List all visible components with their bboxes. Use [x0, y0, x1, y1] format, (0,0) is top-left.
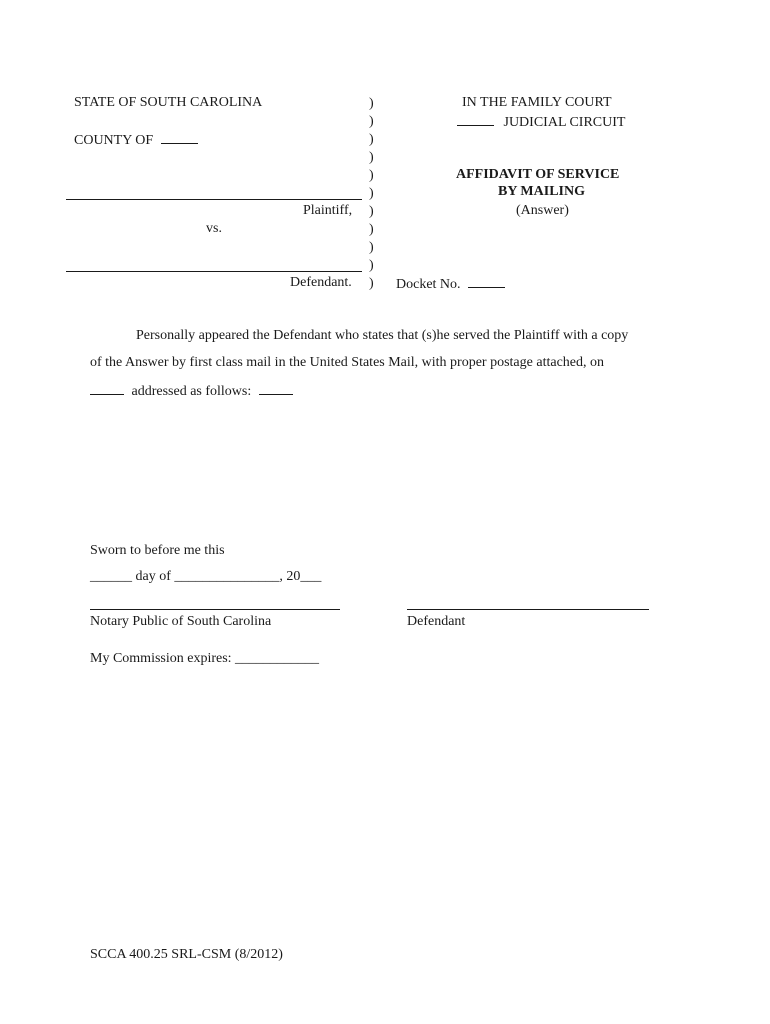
county-field[interactable]: [161, 131, 198, 144]
paren: ): [369, 168, 374, 183]
county-line: [74, 131, 198, 149]
court-heading: IN THE FAMILY COURT: [462, 95, 612, 110]
body-line-1: Personally appeared the Defendant who states that (s)he served the Plaintiff with a copy: [136, 328, 629, 343]
body-line-2: of the Answer by first class mail in the United States Mail, with proper postage attached, on: [90, 355, 604, 370]
plaintiff-label: Plaintiff,: [303, 203, 353, 218]
paren: ): [369, 96, 374, 111]
circuit-field[interactable]: [457, 113, 494, 126]
paren: ): [369, 204, 374, 219]
county-label: COUNTY OF: [74, 133, 154, 148]
mailing-date-field[interactable]: [90, 382, 124, 395]
notary-label: Notary Public of South Carolina: [90, 614, 272, 629]
notary-signature-line[interactable]: [90, 609, 340, 610]
defendant-signature-line[interactable]: [407, 609, 649, 610]
paren: ): [369, 258, 374, 273]
state-heading: STATE OF SOUTH CAROLINA: [74, 95, 263, 110]
defendant-label: Defendant.: [290, 275, 352, 290]
docket-number-field[interactable]: [468, 275, 505, 288]
paren: ): [369, 186, 374, 201]
sworn-statement: Sworn to before me this: [90, 543, 225, 558]
docket-line: [396, 275, 505, 293]
circuit-label: JUDICIAL CIRCUIT: [503, 115, 626, 130]
caption-divider: [369, 95, 379, 293]
sworn-date-line[interactable]: ______ day of _______________, 20___: [90, 569, 322, 584]
document-title-line2: BY MAILING: [498, 184, 585, 199]
addressed-label: addressed as follows:: [131, 384, 252, 399]
paren: ): [369, 150, 374, 165]
form-id: SCCA 400.25 SRL-CSM (8/2012): [90, 947, 283, 962]
docket-label: Docket No.: [396, 277, 461, 292]
document-subtitle: (Answer): [516, 203, 569, 218]
circuit-line: [457, 113, 625, 131]
paren: ): [369, 240, 374, 255]
mailing-address-field[interactable]: [259, 382, 293, 395]
plaintiff-name-field[interactable]: [66, 199, 362, 200]
commission-expires-line[interactable]: My Commission expires: ____________: [90, 651, 320, 666]
paren: ): [369, 276, 374, 291]
paren: ): [369, 114, 374, 129]
document-title-line1: AFFIDAVIT OF SERVICE: [456, 167, 620, 182]
paren: ): [369, 132, 374, 147]
body-line-3: [90, 382, 293, 400]
paren: ): [369, 222, 374, 237]
versus-label: vs.: [206, 221, 222, 236]
defendant-signature-label: Defendant: [407, 614, 466, 629]
defendant-name-field[interactable]: [66, 271, 362, 272]
